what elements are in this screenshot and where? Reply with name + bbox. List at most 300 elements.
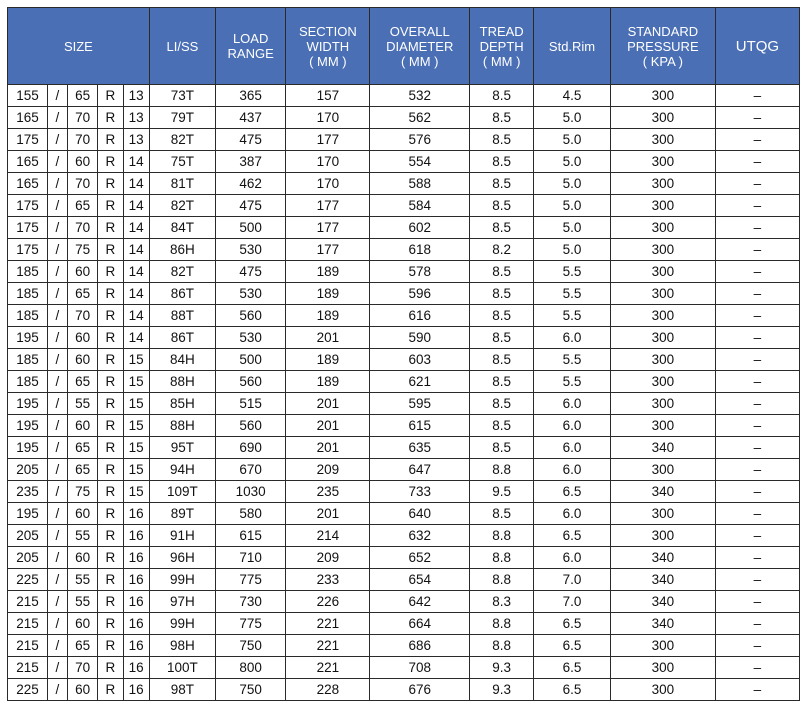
cell-construction: R bbox=[98, 305, 123, 327]
cell-construction: R bbox=[98, 569, 123, 591]
cell-std-rim: 5.0 bbox=[534, 151, 611, 173]
cell-load-range: 1030 bbox=[215, 481, 285, 503]
cell-li-ss: 79T bbox=[149, 107, 215, 129]
cell-slash: / bbox=[47, 569, 67, 591]
cell-std-rim: 6.5 bbox=[534, 525, 611, 547]
cell-aspect: 70 bbox=[67, 657, 97, 679]
cell-construction: R bbox=[98, 327, 123, 349]
cell-slash: / bbox=[47, 327, 67, 349]
cell-pressure: 300 bbox=[610, 129, 715, 151]
cell-overall-diameter: 615 bbox=[370, 415, 470, 437]
cell-utqg: – bbox=[715, 635, 799, 657]
cell-section-width: 201 bbox=[286, 503, 370, 525]
cell-utqg: – bbox=[715, 503, 799, 525]
cell-section-width: 221 bbox=[286, 613, 370, 635]
cell-tread-depth: 8.5 bbox=[470, 217, 534, 239]
cell-width: 165 bbox=[8, 173, 48, 195]
cell-tread-depth: 8.8 bbox=[470, 569, 534, 591]
cell-pressure: 340 bbox=[610, 591, 715, 613]
cell-width: 205 bbox=[8, 525, 48, 547]
table-row bbox=[8, 173, 800, 195]
cell-pressure: 300 bbox=[610, 503, 715, 525]
cell-section-width: 201 bbox=[286, 327, 370, 349]
cell-tread-depth: 8.5 bbox=[470, 261, 534, 283]
cell-pressure: 300 bbox=[610, 239, 715, 261]
cell-li-ss: 82T bbox=[149, 129, 215, 151]
cell-rim-diameter: 16 bbox=[123, 547, 149, 569]
cell-pressure: 300 bbox=[610, 327, 715, 349]
table-row bbox=[8, 547, 800, 569]
cell-aspect: 75 bbox=[67, 239, 97, 261]
cell-construction: R bbox=[98, 107, 123, 129]
cell-tread-depth: 8.5 bbox=[470, 129, 534, 151]
cell-pressure: 300 bbox=[610, 679, 715, 701]
cell-load-range: 750 bbox=[215, 679, 285, 701]
cell-aspect: 60 bbox=[67, 349, 97, 371]
cell-load-range: 475 bbox=[215, 195, 285, 217]
table-row bbox=[8, 657, 800, 679]
cell-width: 165 bbox=[8, 151, 48, 173]
cell-rim-diameter: 14 bbox=[123, 327, 149, 349]
cell-section-width: 170 bbox=[286, 107, 370, 129]
cell-width: 235 bbox=[8, 481, 48, 503]
cell-rim-diameter: 16 bbox=[123, 635, 149, 657]
cell-tread-depth: 8.5 bbox=[470, 393, 534, 415]
cell-slash: / bbox=[47, 129, 67, 151]
header-tread-depth: TREAD DEPTH ( MM ) bbox=[470, 8, 534, 85]
cell-tread-depth: 8.5 bbox=[470, 327, 534, 349]
cell-slash: / bbox=[47, 151, 67, 173]
cell-overall-diameter: 578 bbox=[370, 261, 470, 283]
cell-aspect: 65 bbox=[67, 85, 97, 107]
cell-width: 175 bbox=[8, 129, 48, 151]
cell-width: 185 bbox=[8, 371, 48, 393]
cell-overall-diameter: 642 bbox=[370, 591, 470, 613]
cell-section-width: 221 bbox=[286, 635, 370, 657]
cell-tread-depth: 8.5 bbox=[470, 173, 534, 195]
cell-rim-diameter: 16 bbox=[123, 569, 149, 591]
cell-overall-diameter: 676 bbox=[370, 679, 470, 701]
cell-rim-diameter: 16 bbox=[123, 503, 149, 525]
cell-utqg: – bbox=[715, 459, 799, 481]
cell-tread-depth: 8.5 bbox=[470, 151, 534, 173]
cell-section-width: 201 bbox=[286, 393, 370, 415]
cell-rim-diameter: 15 bbox=[123, 481, 149, 503]
cell-load-range: 530 bbox=[215, 327, 285, 349]
cell-pressure: 340 bbox=[610, 481, 715, 503]
cell-li-ss: 91H bbox=[149, 525, 215, 547]
cell-overall-diameter: 640 bbox=[370, 503, 470, 525]
cell-load-range: 775 bbox=[215, 569, 285, 591]
cell-tread-depth: 8.5 bbox=[470, 371, 534, 393]
cell-section-width: 189 bbox=[286, 261, 370, 283]
cell-construction: R bbox=[98, 173, 123, 195]
cell-load-range: 365 bbox=[215, 85, 285, 107]
cell-rim-diameter: 15 bbox=[123, 437, 149, 459]
cell-tread-depth: 8.5 bbox=[470, 349, 534, 371]
cell-li-ss: 82T bbox=[149, 261, 215, 283]
cell-section-width: 235 bbox=[286, 481, 370, 503]
cell-section-width: 177 bbox=[286, 129, 370, 151]
cell-tread-depth: 8.8 bbox=[470, 635, 534, 657]
cell-rim-diameter: 14 bbox=[123, 173, 149, 195]
cell-load-range: 560 bbox=[215, 305, 285, 327]
cell-li-ss: 88T bbox=[149, 305, 215, 327]
table-row bbox=[8, 393, 800, 415]
table-row bbox=[8, 525, 800, 547]
cell-tread-depth: 8.8 bbox=[470, 547, 534, 569]
cell-tread-depth: 8.5 bbox=[470, 195, 534, 217]
cell-utqg: – bbox=[715, 481, 799, 503]
header-utqg: UTQG bbox=[715, 8, 799, 85]
cell-std-rim: 6.0 bbox=[534, 547, 611, 569]
cell-overall-diameter: 686 bbox=[370, 635, 470, 657]
cell-li-ss: 81T bbox=[149, 173, 215, 195]
cell-slash: / bbox=[47, 459, 67, 481]
cell-pressure: 300 bbox=[610, 371, 715, 393]
cell-pressure: 300 bbox=[610, 195, 715, 217]
cell-utqg: – bbox=[715, 613, 799, 635]
cell-pressure: 300 bbox=[610, 393, 715, 415]
cell-load-range: 560 bbox=[215, 371, 285, 393]
cell-tread-depth: 8.5 bbox=[470, 415, 534, 437]
cell-tread-depth: 9.3 bbox=[470, 657, 534, 679]
cell-utqg: – bbox=[715, 283, 799, 305]
cell-load-range: 615 bbox=[215, 525, 285, 547]
cell-pressure: 300 bbox=[610, 525, 715, 547]
table-row bbox=[8, 371, 800, 393]
cell-std-rim: 7.0 bbox=[534, 569, 611, 591]
cell-utqg: – bbox=[715, 657, 799, 679]
cell-li-ss: 96H bbox=[149, 547, 215, 569]
cell-load-range: 750 bbox=[215, 635, 285, 657]
cell-slash: / bbox=[47, 173, 67, 195]
cell-slash: / bbox=[47, 393, 67, 415]
cell-overall-diameter: 652 bbox=[370, 547, 470, 569]
cell-std-rim: 7.0 bbox=[534, 591, 611, 613]
cell-slash: / bbox=[47, 591, 67, 613]
cell-section-width: 226 bbox=[286, 591, 370, 613]
cell-utqg: – bbox=[715, 393, 799, 415]
cell-li-ss: 86H bbox=[149, 239, 215, 261]
table-row bbox=[8, 107, 800, 129]
cell-section-width: 209 bbox=[286, 547, 370, 569]
cell-slash: / bbox=[47, 635, 67, 657]
cell-rim-diameter: 13 bbox=[123, 85, 149, 107]
cell-tread-depth: 8.8 bbox=[470, 613, 534, 635]
cell-overall-diameter: 616 bbox=[370, 305, 470, 327]
cell-utqg: – bbox=[715, 129, 799, 151]
cell-li-ss: 99H bbox=[149, 569, 215, 591]
cell-std-rim: 5.5 bbox=[534, 349, 611, 371]
cell-overall-diameter: 562 bbox=[370, 107, 470, 129]
header-load-range: LOAD RANGE bbox=[215, 8, 285, 85]
cell-width: 205 bbox=[8, 547, 48, 569]
cell-section-width: 214 bbox=[286, 525, 370, 547]
cell-li-ss: 84T bbox=[149, 217, 215, 239]
cell-std-rim: 5.5 bbox=[534, 371, 611, 393]
cell-slash: / bbox=[47, 679, 67, 701]
cell-construction: R bbox=[98, 657, 123, 679]
cell-utqg: – bbox=[715, 371, 799, 393]
cell-utqg: – bbox=[715, 195, 799, 217]
table-row bbox=[8, 327, 800, 349]
cell-aspect: 55 bbox=[67, 569, 97, 591]
cell-tread-depth: 9.3 bbox=[470, 679, 534, 701]
cell-aspect: 60 bbox=[67, 547, 97, 569]
cell-aspect: 70 bbox=[67, 217, 97, 239]
cell-load-range: 670 bbox=[215, 459, 285, 481]
cell-pressure: 340 bbox=[610, 569, 715, 591]
cell-pressure: 300 bbox=[610, 657, 715, 679]
cell-rim-diameter: 16 bbox=[123, 679, 149, 701]
cell-utqg: – bbox=[715, 173, 799, 195]
cell-overall-diameter: 635 bbox=[370, 437, 470, 459]
cell-slash: / bbox=[47, 107, 67, 129]
cell-pressure: 300 bbox=[610, 283, 715, 305]
cell-pressure: 300 bbox=[610, 173, 715, 195]
cell-utqg: – bbox=[715, 415, 799, 437]
cell-section-width: 157 bbox=[286, 85, 370, 107]
cell-pressure: 300 bbox=[610, 415, 715, 437]
cell-rim-diameter: 13 bbox=[123, 129, 149, 151]
table-row bbox=[8, 217, 800, 239]
cell-overall-diameter: 618 bbox=[370, 239, 470, 261]
cell-width: 175 bbox=[8, 217, 48, 239]
cell-aspect: 65 bbox=[67, 635, 97, 657]
cell-section-width: 233 bbox=[286, 569, 370, 591]
cell-overall-diameter: 664 bbox=[370, 613, 470, 635]
cell-aspect: 70 bbox=[67, 305, 97, 327]
cell-li-ss: 95T bbox=[149, 437, 215, 459]
cell-section-width: 189 bbox=[286, 305, 370, 327]
cell-width: 155 bbox=[8, 85, 48, 107]
cell-rim-diameter: 15 bbox=[123, 393, 149, 415]
cell-slash: / bbox=[47, 503, 67, 525]
cell-rim-diameter: 15 bbox=[123, 371, 149, 393]
cell-load-range: 710 bbox=[215, 547, 285, 569]
table-row bbox=[8, 261, 800, 283]
cell-section-width: 228 bbox=[286, 679, 370, 701]
cell-pressure: 300 bbox=[610, 151, 715, 173]
cell-li-ss: 100T bbox=[149, 657, 215, 679]
cell-tread-depth: 8.8 bbox=[470, 459, 534, 481]
cell-construction: R bbox=[98, 525, 123, 547]
cell-load-range: 475 bbox=[215, 129, 285, 151]
cell-std-rim: 6.0 bbox=[534, 503, 611, 525]
cell-std-rim: 4.5 bbox=[534, 85, 611, 107]
tire-spec-table bbox=[7, 7, 800, 701]
cell-rim-diameter: 13 bbox=[123, 107, 149, 129]
cell-load-range: 800 bbox=[215, 657, 285, 679]
cell-aspect: 60 bbox=[67, 327, 97, 349]
cell-utqg: – bbox=[715, 547, 799, 569]
cell-tread-depth: 8.5 bbox=[470, 85, 534, 107]
cell-li-ss: 89T bbox=[149, 503, 215, 525]
cell-load-range: 775 bbox=[215, 613, 285, 635]
header-standard-pressure: STANDARD PRESSURE ( KPA ) bbox=[610, 8, 715, 85]
header-section-width: SECTION WIDTH ( MM ) bbox=[286, 8, 370, 85]
cell-construction: R bbox=[98, 481, 123, 503]
cell-construction: R bbox=[98, 437, 123, 459]
cell-width: 195 bbox=[8, 503, 48, 525]
cell-slash: / bbox=[47, 217, 67, 239]
cell-tread-depth: 9.5 bbox=[470, 481, 534, 503]
cell-aspect: 60 bbox=[67, 261, 97, 283]
cell-aspect: 65 bbox=[67, 437, 97, 459]
cell-li-ss: 98T bbox=[149, 679, 215, 701]
cell-load-range: 462 bbox=[215, 173, 285, 195]
cell-slash: / bbox=[47, 283, 67, 305]
cell-width: 205 bbox=[8, 459, 48, 481]
cell-overall-diameter: 532 bbox=[370, 85, 470, 107]
cell-construction: R bbox=[98, 613, 123, 635]
cell-utqg: – bbox=[715, 327, 799, 349]
cell-construction: R bbox=[98, 393, 123, 415]
cell-std-rim: 5.5 bbox=[534, 283, 611, 305]
header-overall-diameter: OVERALL DIAMETER ( MM ) bbox=[370, 8, 470, 85]
cell-rim-diameter: 16 bbox=[123, 613, 149, 635]
cell-pressure: 300 bbox=[610, 305, 715, 327]
header-size: SIZE bbox=[8, 8, 150, 85]
cell-construction: R bbox=[98, 217, 123, 239]
cell-width: 195 bbox=[8, 393, 48, 415]
cell-pressure: 340 bbox=[610, 547, 715, 569]
cell-std-rim: 5.0 bbox=[534, 129, 611, 151]
cell-rim-diameter: 14 bbox=[123, 261, 149, 283]
table-row bbox=[8, 679, 800, 701]
cell-construction: R bbox=[98, 415, 123, 437]
cell-li-ss: 109T bbox=[149, 481, 215, 503]
cell-overall-diameter: 590 bbox=[370, 327, 470, 349]
table-row bbox=[8, 503, 800, 525]
cell-utqg: – bbox=[715, 239, 799, 261]
cell-aspect: 60 bbox=[67, 151, 97, 173]
cell-overall-diameter: 603 bbox=[370, 349, 470, 371]
cell-utqg: – bbox=[715, 107, 799, 129]
cell-construction: R bbox=[98, 503, 123, 525]
cell-slash: / bbox=[47, 525, 67, 547]
cell-aspect: 65 bbox=[67, 283, 97, 305]
cell-std-rim: 5.5 bbox=[534, 261, 611, 283]
cell-tread-depth: 8.5 bbox=[470, 305, 534, 327]
cell-utqg: – bbox=[715, 679, 799, 701]
table-row bbox=[8, 283, 800, 305]
cell-utqg: – bbox=[715, 217, 799, 239]
cell-rim-diameter: 16 bbox=[123, 657, 149, 679]
cell-aspect: 60 bbox=[67, 503, 97, 525]
cell-aspect: 70 bbox=[67, 107, 97, 129]
cell-li-ss: 94H bbox=[149, 459, 215, 481]
cell-width: 165 bbox=[8, 107, 48, 129]
cell-rim-diameter: 15 bbox=[123, 349, 149, 371]
cell-pressure: 300 bbox=[610, 459, 715, 481]
cell-aspect: 55 bbox=[67, 591, 97, 613]
cell-pressure: 340 bbox=[610, 613, 715, 635]
cell-rim-diameter: 14 bbox=[123, 217, 149, 239]
cell-width: 215 bbox=[8, 591, 48, 613]
cell-construction: R bbox=[98, 349, 123, 371]
cell-std-rim: 6.0 bbox=[534, 437, 611, 459]
cell-pressure: 300 bbox=[610, 107, 715, 129]
cell-overall-diameter: 596 bbox=[370, 283, 470, 305]
cell-slash: / bbox=[47, 349, 67, 371]
cell-slash: / bbox=[47, 657, 67, 679]
cell-pressure: 300 bbox=[610, 349, 715, 371]
cell-rim-diameter: 15 bbox=[123, 459, 149, 481]
cell-width: 175 bbox=[8, 195, 48, 217]
cell-section-width: 201 bbox=[286, 415, 370, 437]
cell-construction: R bbox=[98, 85, 123, 107]
cell-slash: / bbox=[47, 415, 67, 437]
cell-aspect: 75 bbox=[67, 481, 97, 503]
cell-overall-diameter: 654 bbox=[370, 569, 470, 591]
cell-tread-depth: 8.5 bbox=[470, 503, 534, 525]
cell-rim-diameter: 14 bbox=[123, 195, 149, 217]
cell-construction: R bbox=[98, 635, 123, 657]
cell-std-rim: 5.0 bbox=[534, 239, 611, 261]
cell-std-rim: 5.0 bbox=[534, 107, 611, 129]
cell-li-ss: 98H bbox=[149, 635, 215, 657]
cell-load-range: 560 bbox=[215, 415, 285, 437]
cell-aspect: 55 bbox=[67, 393, 97, 415]
cell-rim-diameter: 15 bbox=[123, 415, 149, 437]
cell-section-width: 189 bbox=[286, 349, 370, 371]
cell-aspect: 65 bbox=[67, 195, 97, 217]
cell-section-width: 177 bbox=[286, 239, 370, 261]
cell-load-range: 387 bbox=[215, 151, 285, 173]
cell-utqg: – bbox=[715, 305, 799, 327]
table-row bbox=[8, 195, 800, 217]
cell-utqg: – bbox=[715, 85, 799, 107]
cell-aspect: 65 bbox=[67, 371, 97, 393]
cell-width: 225 bbox=[8, 679, 48, 701]
cell-overall-diameter: 647 bbox=[370, 459, 470, 481]
cell-overall-diameter: 588 bbox=[370, 173, 470, 195]
cell-std-rim: 5.5 bbox=[534, 305, 611, 327]
cell-pressure: 300 bbox=[610, 217, 715, 239]
cell-aspect: 65 bbox=[67, 459, 97, 481]
table-row bbox=[8, 437, 800, 459]
cell-std-rim: 6.0 bbox=[534, 327, 611, 349]
table-row bbox=[8, 129, 800, 151]
header-liss: LI/SS bbox=[149, 8, 215, 85]
cell-li-ss: 73T bbox=[149, 85, 215, 107]
cell-overall-diameter: 554 bbox=[370, 151, 470, 173]
table-row bbox=[8, 635, 800, 657]
table-row bbox=[8, 591, 800, 613]
cell-std-rim: 6.0 bbox=[534, 393, 611, 415]
cell-pressure: 300 bbox=[610, 261, 715, 283]
cell-li-ss: 75T bbox=[149, 151, 215, 173]
cell-std-rim: 6.0 bbox=[534, 459, 611, 481]
cell-load-range: 580 bbox=[215, 503, 285, 525]
cell-overall-diameter: 632 bbox=[370, 525, 470, 547]
cell-width: 215 bbox=[8, 613, 48, 635]
cell-std-rim: 6.5 bbox=[534, 657, 611, 679]
cell-slash: / bbox=[47, 195, 67, 217]
cell-construction: R bbox=[98, 283, 123, 305]
cell-aspect: 60 bbox=[67, 613, 97, 635]
cell-utqg: – bbox=[715, 591, 799, 613]
cell-width: 185 bbox=[8, 349, 48, 371]
cell-li-ss: 84H bbox=[149, 349, 215, 371]
cell-construction: R bbox=[98, 261, 123, 283]
cell-load-range: 437 bbox=[215, 107, 285, 129]
cell-slash: / bbox=[47, 547, 67, 569]
cell-tread-depth: 8.5 bbox=[470, 107, 534, 129]
cell-load-range: 530 bbox=[215, 239, 285, 261]
